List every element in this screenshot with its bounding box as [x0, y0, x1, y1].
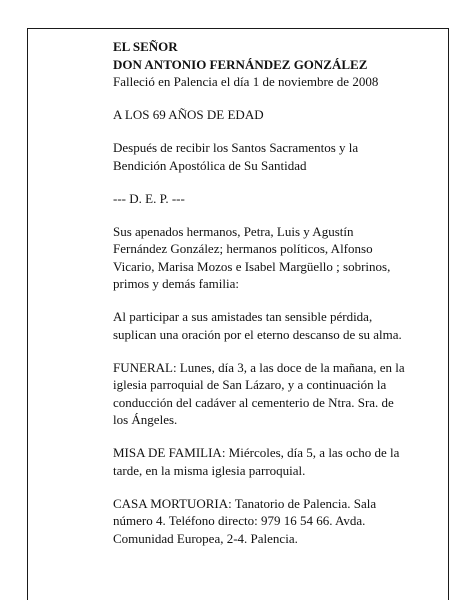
request-line: Al participar a sus amistades tan sensible pérdida, [113, 309, 373, 324]
rip-line: --- D. E. P. --- [113, 190, 185, 206]
funeral-line: conducción del cadáver al cementerio de Ntra. Sra. de [113, 394, 394, 410]
funeral-paragraph [113, 359, 433, 429]
deceased-name: DON ANTONIO FERNÁNDEZ GONZÁLEZ [113, 56, 368, 72]
family-line: Fernández González; hermanos políticos, Alfonso [113, 241, 373, 256]
family-line: Vicario, Marisa Mozos e Isabel Margüello ; sobrinos, [113, 258, 391, 274]
family-line: primos y demás familia: [113, 276, 240, 291]
obituary-notice [113, 38, 433, 547]
sacraments-line: Bendición Apostólica de Su Santidad [113, 157, 307, 173]
age-line: A LOS 69 AÑOS DE EDAD [113, 107, 264, 122]
house-line: número 4. Teléfono directo: 979 16 54 66. Avda. [113, 513, 366, 528]
sacraments-paragraph [113, 139, 433, 174]
sacraments-line: Después de recibir los Santos Sacramentos y la [113, 140, 359, 155]
request-paragraph [113, 308, 433, 343]
mass-line: tarde, en la misma iglesia parroquial. [113, 462, 306, 478]
family-paragraph [113, 223, 433, 293]
mass-line: MISA DE FAMILIA: Miércoles, día 5, a las ocho de la [113, 445, 400, 460]
mass-paragraph [113, 444, 433, 479]
house-paragraph [113, 495, 433, 548]
family-line: Sus apenados hermanos, Petra, Luis y Agustín [113, 223, 354, 239]
funeral-line: los Ángeles. [113, 412, 178, 427]
funeral-line: iglesia parroquial de San Lázaro, y a continuación la [113, 377, 387, 392]
request-line: suplican una oración por el eterno descanso de su alma. [113, 326, 402, 342]
funeral-line: FUNERAL: Lunes, día 3, a las doce de la mañana, en la [113, 359, 405, 375]
title-line-1: EL SEÑOR [113, 39, 178, 54]
death-date-line: Falleció en Palencia el día 1 de noviembre de 2008 [113, 74, 379, 89]
house-line: Comunidad Europea, 2-4. Palencia. [113, 530, 298, 546]
house-line: CASA MORTUORIA: Tanatorio de Palencia. Sala [113, 495, 377, 511]
